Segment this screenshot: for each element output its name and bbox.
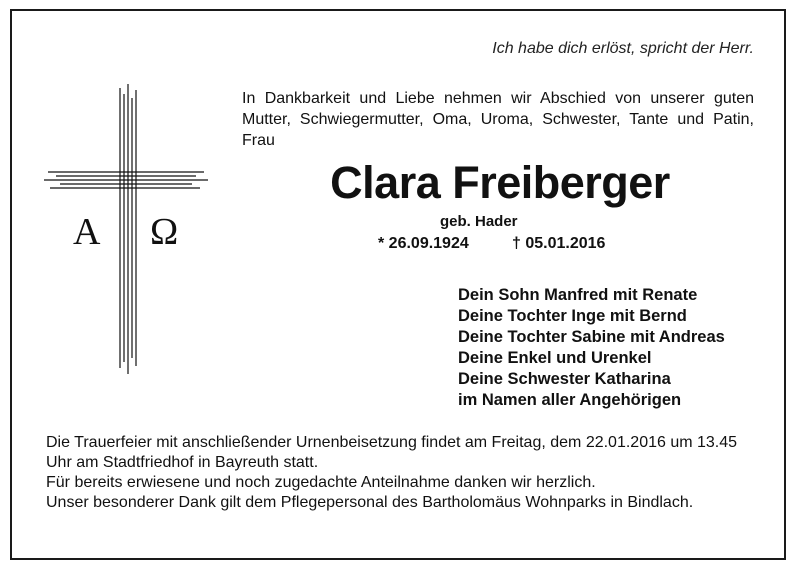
bible-quote: Ich habe dich erlöst, spricht der Herr. [492, 40, 754, 57]
alpha-symbol: A [73, 211, 101, 253]
birth-date: * 26.09.1924 [378, 235, 469, 252]
death-date: † 05.01.2016 [512, 235, 606, 252]
mourner-line: Deine Schwester Katharina [458, 370, 671, 388]
funeral-details: Die Trauerfeier mit anschließender Urnenbeisetzung findet am Freitag, dem 22.01.2016 um 13.45 Uhr am Stadtfriedhof in Bayreuth statt. [46, 434, 738, 471]
mourner-line: Deine Tochter Sabine mit Andreas [458, 328, 725, 346]
thanks-line: Für bereits erwiesene und noch zugedachte Anteilnahme danken wir herzlich. [46, 474, 596, 491]
mourner-line: Dein Sohn Manfred mit Renate [458, 286, 698, 304]
mourner-line: Deine Tochter Inge mit Bernd [458, 307, 687, 325]
mourners-list [458, 285, 725, 411]
intro-text: In Dankbarkeit und Liebe nehmen wir Abschied von unserer guten Mutter, Schwiegermutter, Oma, Uroma, Schwester, Tante und Patin, Frau [242, 90, 754, 149]
special-thanks: Unser besonderer Dank gilt dem Pflegepersonal des Bartholomäus Wohnparks in Bindlach. [46, 494, 694, 511]
mourner-line: im Namen aller Angehörigen [458, 391, 682, 409]
deceased-name: Clara Freiberger [330, 157, 670, 208]
maiden-name: geb. Hader [440, 213, 518, 230]
mourner-line: Deine Enkel und Urenkel [458, 349, 652, 367]
cross-icon [40, 80, 210, 380]
omega-symbol: Ω [150, 211, 179, 253]
funeral-info [46, 433, 758, 513]
